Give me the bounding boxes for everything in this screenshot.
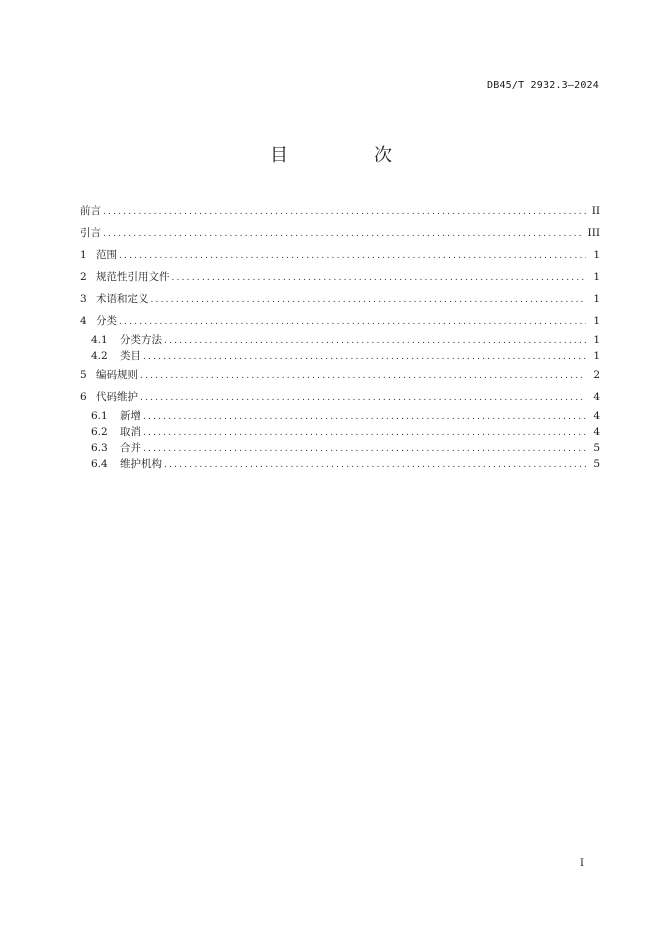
toc-entry-page: III <box>587 227 600 239</box>
toc-entry-label: 维护机构 <box>120 458 162 470</box>
toc-entry-number: 2 <box>80 271 87 283</box>
toc-entry-number: 6 <box>80 391 87 403</box>
toc-entry-label: 编码规则 <box>96 369 138 381</box>
toc-entry-page: 1 <box>593 293 600 305</box>
toc-leader-dots <box>119 245 586 267</box>
toc-entry-number: 4 <box>80 315 87 327</box>
toc-entry-code-maintenance[interactable] <box>80 386 600 408</box>
toc-entry-number: 6.1 <box>91 410 108 422</box>
toc-entry-number: 3 <box>80 293 87 305</box>
toc-entry-number: 6.3 <box>91 442 108 454</box>
footer-page-number: I <box>580 858 584 869</box>
toc-entry-cancellation[interactable] <box>80 424 600 440</box>
toc-leader-dots <box>143 425 586 441</box>
toc-entry-page: II <box>591 205 600 217</box>
toc-entry-classification-method[interactable] <box>80 332 600 348</box>
toc-entry-label: 分类方法 <box>120 334 162 346</box>
toc-leader-dots <box>143 349 586 365</box>
toc-entry-foreword[interactable] <box>80 200 600 222</box>
toc-entry-label: 引言 <box>80 227 101 239</box>
toc-entry-page: 1 <box>593 271 600 283</box>
toc-entry-label: 代码维护 <box>96 391 138 403</box>
toc-entry-introduction[interactable] <box>80 222 600 244</box>
toc-entry-categories[interactable] <box>80 348 600 364</box>
toc-leader-dots <box>143 409 586 425</box>
toc-entry-label: 前言 <box>80 205 101 217</box>
toc-entry-addition[interactable] <box>80 408 600 424</box>
toc-entry-page: 4 <box>593 426 600 438</box>
table-of-contents <box>80 200 600 472</box>
toc-leader-dots <box>143 441 586 457</box>
toc-entry-label: 新增 <box>120 410 141 422</box>
toc-entry-normative-references[interactable] <box>80 266 600 288</box>
toc-leader-dots <box>172 267 587 289</box>
toc-entry-classification[interactable] <box>80 310 600 332</box>
toc-leader-dots <box>164 457 586 473</box>
toc-entry-label: 范围 <box>96 249 117 261</box>
toc-entry-page: 1 <box>593 249 600 261</box>
toc-entry-label: 规范性引用文件 <box>96 271 170 283</box>
toc-entry-page: 2 <box>593 369 600 381</box>
toc-entry-label: 合并 <box>120 442 141 454</box>
toc-entry-label: 类目 <box>120 350 141 362</box>
toc-leader-dots <box>140 387 586 409</box>
toc-leader-dots <box>151 289 587 311</box>
toc-entry-page: 1 <box>593 315 600 327</box>
toc-entry-scope[interactable] <box>80 244 600 266</box>
toc-entry-label: 术语和定义 <box>96 293 149 305</box>
toc-entry-page: 1 <box>593 350 600 362</box>
toc-entry-maintenance-agency[interactable] <box>80 456 600 472</box>
toc-leader-dots <box>119 311 586 333</box>
toc-entry-number: 1 <box>80 249 87 261</box>
toc-entry-page: 5 <box>593 458 600 470</box>
toc-entry-page: 1 <box>593 334 600 346</box>
toc-leader-dots <box>164 333 586 349</box>
toc-entry-number: 6.2 <box>91 426 108 438</box>
toc-entry-number: 6.4 <box>91 458 108 470</box>
toc-entry-coding-rules[interactable] <box>80 364 600 386</box>
page-title: 目 次 <box>270 145 426 166</box>
toc-entry-number: 4.2 <box>91 350 108 362</box>
toc-entry-number: 5 <box>80 369 87 381</box>
toc-entry-number: 4.1 <box>91 334 108 346</box>
toc-leader-dots <box>103 223 584 245</box>
toc-entry-page: 4 <box>593 391 600 403</box>
document-code: DB45/T 2932.3—2024 <box>487 80 599 91</box>
toc-leader-dots <box>103 201 586 223</box>
toc-entry-page: 4 <box>593 410 600 422</box>
toc-entry-label: 取消 <box>120 426 141 438</box>
toc-entry-merge[interactable] <box>80 440 600 456</box>
toc-leader-dots <box>140 365 586 387</box>
toc-entry-label: 分类 <box>96 315 117 327</box>
toc-entry-terms[interactable] <box>80 288 600 310</box>
toc-entry-page: 5 <box>593 442 600 454</box>
